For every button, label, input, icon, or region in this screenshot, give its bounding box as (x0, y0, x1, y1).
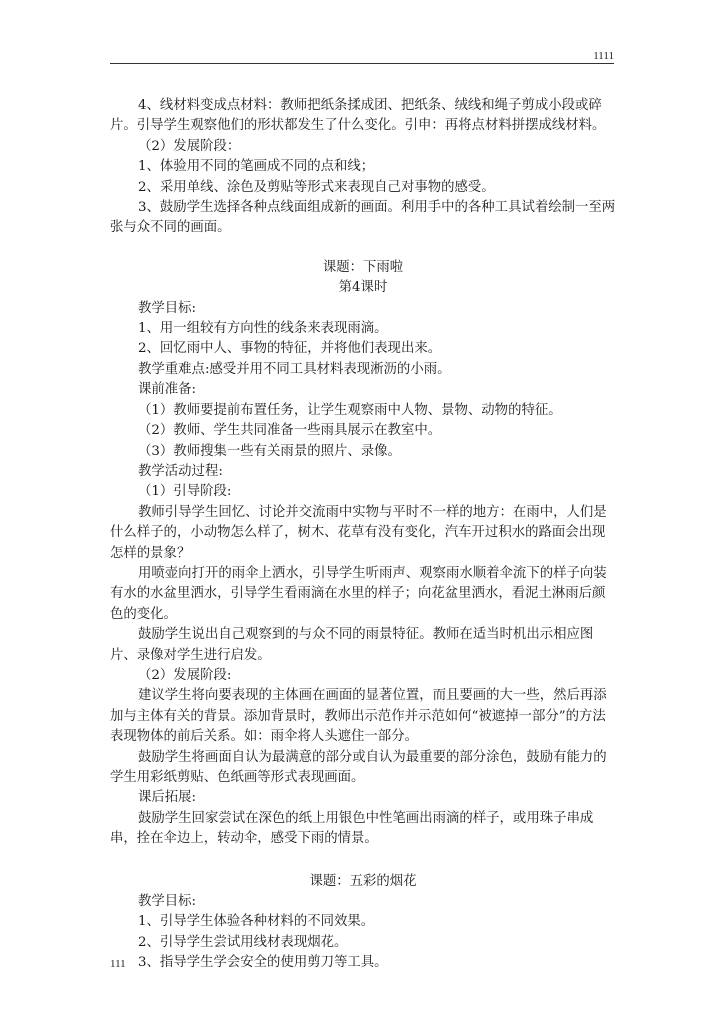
paragraph: （2）发展阶段： (138, 138, 241, 154)
paragraph: 3、指导学生学会安全的使用剪刀等工具。 (138, 955, 388, 971)
section-title: 课题：五彩的烟花 (309, 873, 417, 889)
paragraph: 2、回忆雨中人、事物的特征，并将他们表现出来。 (138, 341, 442, 357)
paragraph: 课后拓展: (138, 790, 197, 806)
section-spacer (110, 850, 616, 872)
section-title: 课题：下雨啦 (322, 259, 404, 275)
paragraph: （2）教师、学生共同准备一些雨具展示在教室中。 (138, 423, 442, 439)
header-page-number: 1111 (593, 50, 614, 62)
paragraph: 1、用一组较有方向性的线条来表现雨滴。 (138, 321, 388, 337)
paragraph: （1）教师要提前布置任务，让学生观察雨中人物、景物、动物的特征。 (138, 402, 562, 418)
paragraph: 3、鼓励学生选择各种点线面组成新的画面。利用手中的各种工具试着绘制一至两张与众不同的画面。 (110, 200, 616, 236)
paragraph: 2、采用单线、涂色及剪贴等形式来表现自己对事物的感受。 (138, 179, 495, 195)
paragraph: 教学活动过程: (138, 463, 223, 479)
paragraph: 2、引导学生尝试用线材表现烟花。 (138, 934, 348, 950)
paragraph: 1、引导学生体验各种材料的不同效果。 (138, 914, 375, 930)
paragraph: 教学重难点:感受并用不同工具材料表现淅沥的小雨。 (138, 361, 451, 377)
header-rule (110, 63, 614, 64)
paragraph: 教学目标: (138, 300, 197, 316)
footer-page-number: 111 (110, 958, 126, 970)
paragraph: 用喷壶向打开的雨伞上洒水，引导学生听雨声、观察雨水顺着伞流下的样子向装有水的水盆里洒水，引导学生看雨滴在水里的样子；向花盆里洒水，看泥土淋雨后颜色的变化。 (110, 565, 607, 622)
paragraph: 1、体验用不同的笔画成不同的点和线； (138, 159, 375, 175)
document-body (110, 96, 616, 974)
section-title: 第4课时 (338, 280, 388, 296)
paragraph: 鼓励学生说出自己观察到的与众不同的雨景特征。教师在适当时机出示相应图片、录像对学生进行启发。 (110, 627, 594, 663)
paragraph: 4、线材料变成点材料：教师把纸条揉成团、把纸条、绒线和绳子剪成小段或碎片。引导学生观察他们的形状都发生了什么变化。引申：再将点材料拼摆成线材料。 (110, 98, 606, 134)
paragraph: （2）发展阶段: (138, 667, 232, 683)
paragraph: 教师引导学生回忆、讨论并交流雨中实物与平时不一样的地方：在雨中，人们是什么样子的，小动物怎么样了，树木、花草有没有变化，汽车开过积水的路面会出现怎样的景象？ (110, 504, 607, 561)
paragraph: （1）引导阶段: (138, 484, 232, 500)
paragraph: 鼓励学生将画面自认为最满意的部分或自认为最重要的部分涂色，鼓励有能力的学生用彩纸剪贴、色纸画等形式表现画面。 (110, 749, 607, 785)
paragraph: 建议学生将向要表现的主体画在画面的显著位置，而且要画的大一些，然后再添加与主体有关的背景。添加背景时，教师出示范作并示范如何“被遮掉一部分”的方法表现物体的前后关系。如：雨伞将人头遮住一部分。 (110, 688, 607, 745)
paragraph: 鼓励学生回家尝试在深色的纸上用银色中性笔画出雨滴的样子，或用珠子串成串，拴在伞边上，转动伞，感受下雨的情景。 (110, 810, 594, 847)
paragraph: （3）教师搜集一些有关雨景的照片、录像。 (138, 443, 401, 459)
paragraph: 教学目标: (138, 894, 197, 910)
section-spacer (110, 239, 616, 258)
paragraph: 课前准备: (138, 382, 197, 398)
